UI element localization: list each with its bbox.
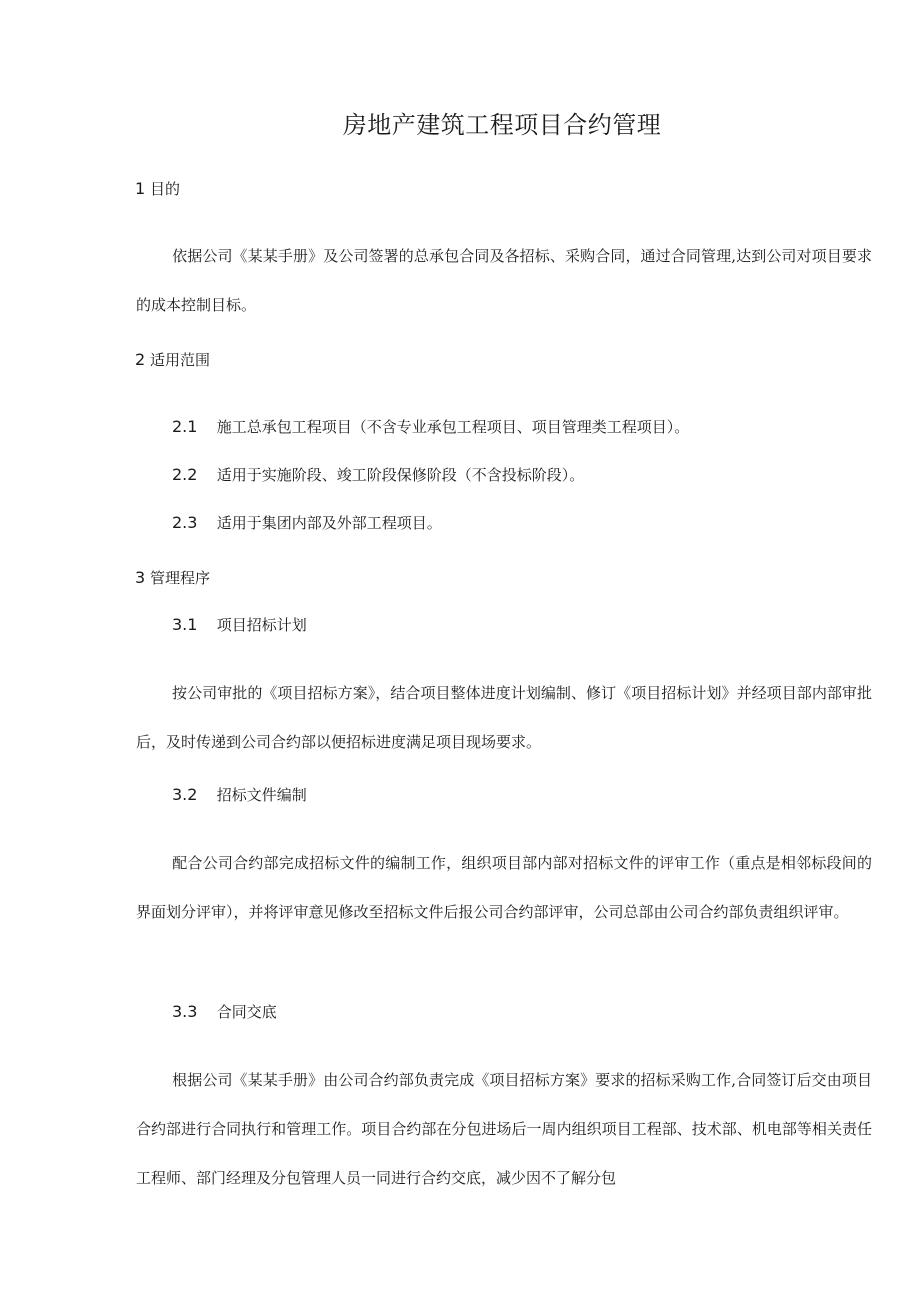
section-number: 3 (135, 568, 146, 587)
procedure-number: 3.3 (172, 1002, 198, 1021)
procedure-paragraph-tender-documents (136, 839, 872, 937)
scope-item (172, 417, 689, 437)
scope-item-number: 2.3 (172, 513, 198, 532)
section-number: 1 (135, 179, 146, 198)
purpose-text: 依据公司《某某手册》及公司签署的总承包合同及各招标、采购合同，通过合同管理,达到公司对项目要求的成本控制目标。 (136, 247, 872, 314)
procedure-text: 根据公司《某某手册》由公司合约部负责完成《项目招标方案》要求的招标采购工作,合同签订后交由项目合约部进行合同执行和管理工作。项目合约部在分包进场后一周内组织项目工程部、技术部、机电部等相关责任工程师、部门经理及分包管理人员一同进行合约交底，减少因不了解分包 (136, 1071, 872, 1187)
procedure-heading-contract-briefing (172, 1002, 277, 1022)
scope-item (172, 465, 584, 485)
scope-item (172, 513, 442, 533)
section-number: 2 (135, 350, 146, 369)
procedure-label: 项目招标计划 (216, 616, 307, 634)
section-heading-scope (135, 350, 210, 370)
scope-item-number: 2.1 (172, 417, 198, 436)
scope-item-text: 施工总承包工程项目（不含专业承包工程项目、项目管理类工程项目）。 (216, 418, 690, 436)
procedure-number: 3.1 (172, 615, 198, 634)
scope-item-text: 适用于集团内部及外部工程项目。 (216, 514, 442, 532)
procedure-label: 招标文件编制 (216, 786, 307, 804)
procedure-text: 按公司审批的《项目招标方案》，结合项目整体进度计划编制、修订《项目招标计划》并经项目部内部审批后，及时传递到公司合约部以便招标进度满足项目现场要求。 (136, 684, 872, 751)
procedure-text: 配合公司合约部完成招标文件的编制工作，组织项目部内部对招标文件的评审工作（重点是相邻标段间的界面划分评审），并将评审意见修改至招标文件后报公司合约部评审，公司总部由公司合约部负责组织评审。 (136, 854, 872, 921)
procedure-heading-tender-plan (172, 615, 307, 635)
scope-item-number: 2.2 (172, 465, 198, 484)
section-heading-procedure (135, 568, 210, 588)
purpose-paragraph (136, 232, 872, 330)
section-label: 目的 (149, 180, 180, 198)
procedure-paragraph-tender-plan (136, 669, 872, 767)
section-heading-purpose (135, 179, 180, 199)
scope-item-text: 适用于实施阶段、竣工阶段保修阶段（不含投标阶段）。 (216, 466, 585, 484)
document-title: 房地产建筑工程项目合约管理 (342, 111, 662, 139)
section-label: 适用范围 (149, 351, 210, 369)
procedure-number: 3.2 (172, 785, 198, 804)
procedure-heading-tender-documents (172, 785, 307, 805)
section-label: 管理程序 (149, 569, 210, 587)
procedure-paragraph-contract-briefing (136, 1056, 872, 1203)
procedure-label: 合同交底 (216, 1003, 277, 1021)
